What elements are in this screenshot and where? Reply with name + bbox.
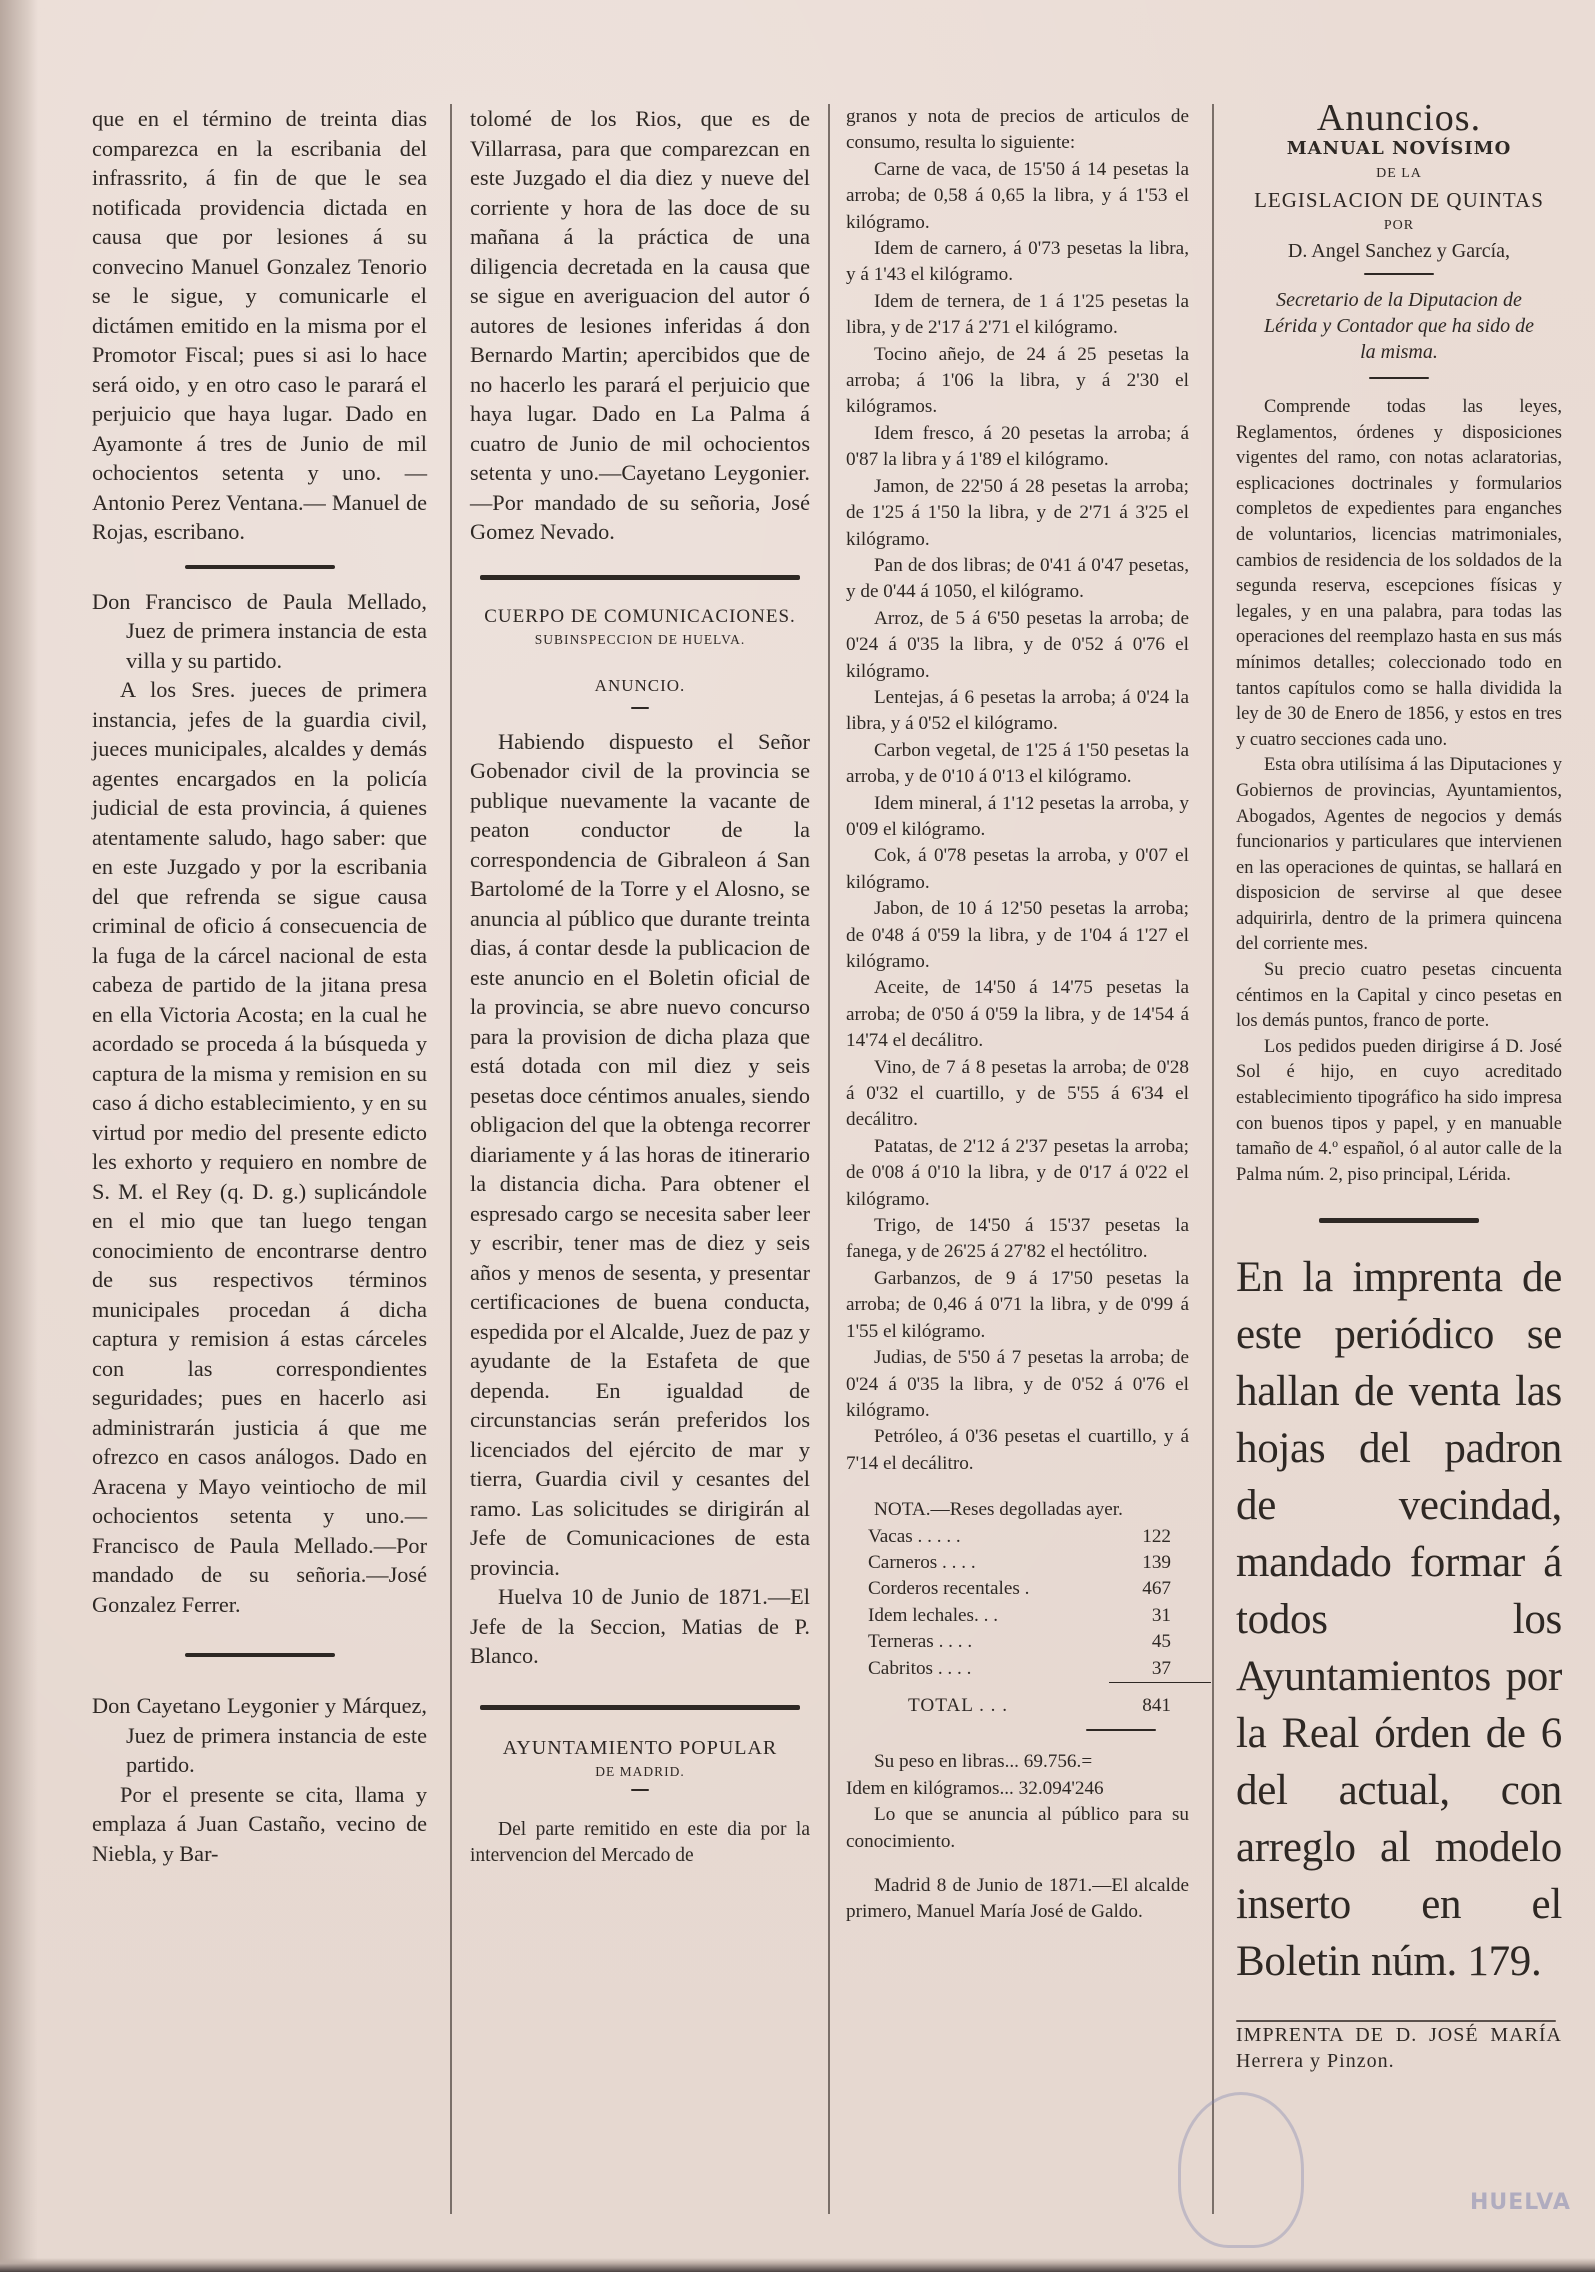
precio-item: Idem de ternera, de 1 á 1'25 pesetas la libra, y de 2'17 á 2'71 el kilógramo. bbox=[846, 290, 1189, 339]
edict-ayamonte: que en el término de treinta dias comparezca en la escribania del infrassrito, á fin de que le sea notificada providencia dictada en causa que por lesiones á su convecino Manuel Gonzalez Tenorio se le sigue, y comunicarle el dictámen emitido en la misma por el Promotor Fiscal; pues si asi lo hace será oido, y en otro caso le parará el perjuicio que haya lugar. Dado en Ayamonte á tres de Junio de mil ochocientos setenta y uno. —Antonio Perez Ventana.— Manuel de Rojas, escribano. bbox=[92, 106, 427, 544]
column-2 bbox=[470, 104, 810, 1869]
precio-item: Idem de carnero, á 0'73 pesetas la libra, y á 1'43 el kilógramo. bbox=[846, 238, 1189, 286]
precio-item: Garbanzos, de 9 á 17'50 pesetas la arroba; de 0,46 á 0'71 la libra, y de 0'99 á 1'55 el kilógramo. bbox=[846, 1267, 1189, 1342]
total-value: 841 bbox=[1109, 1682, 1211, 1719]
manual-de-la: DE LA bbox=[1376, 166, 1422, 181]
anuncio-publico: Lo que se anuncia al público para su conocimiento. bbox=[846, 1804, 1189, 1852]
manual-cargo: Secretario de la Diputacion de Lérida y Contador que ha sido de la misma. bbox=[1264, 289, 1534, 363]
precio-item: Patatas, de 2'12 á 2'37 pesetas la arroba; de 0'08 á 0'10 la libra, y de 0'17 á 0'22 el kilógramo. bbox=[846, 1135, 1189, 1210]
precio-item: Carbon vegetal, de 1'25 á 1'50 pesetas la arroba, y de 0'10 á 0'13 el kilógramo. bbox=[846, 739, 1189, 788]
table-row: Carneros . . . . 139 bbox=[868, 1551, 1171, 1573]
separator bbox=[631, 1789, 649, 1791]
table-row: Idem lechales. . . 31 bbox=[868, 1604, 1171, 1626]
nota-label: NOTA.—Reses degolladas ayer. bbox=[874, 1499, 1123, 1521]
separator bbox=[185, 1653, 335, 1657]
precio-item: Jamon, de 22'50 á 28 pesetas la arroba; de 1'25 á 1'50 la libra, y de 2'71 á 3'25 el kilógramo. bbox=[846, 475, 1189, 550]
precio-item: Lentejas, á 6 pesetas la arroba; á 0'24 la libra, y á 0'52 el kilógramo. bbox=[846, 686, 1189, 735]
separator bbox=[631, 707, 649, 709]
manual-legislacion: LEGISLACION DE QUINTAS bbox=[1254, 188, 1544, 212]
separator bbox=[480, 575, 800, 580]
manual-destinatarios: Esta obra utilísima á las Diputaciones y Gobiernos de provincias, Ayuntamientos, Abogados, Agentes de negocios y demás funcionarios y particulares que intervienen en las operaciones de quintas, se hallará en disposicion de servirse al que desee adquirirla, dentro de la primera quincena del corriente mes. bbox=[1236, 755, 1562, 955]
ayuntamiento-subtitle: DE MADRID. bbox=[595, 1764, 685, 1779]
edict-la-palma-body: Por el presente se cita, llama y emplaza á Juan Castaño, vecino de Niebla, y Bar- bbox=[92, 1781, 427, 1866]
edict-la-palma-heading: Don Cayetano Leygonier y Márquez, Juez de primera instancia de este partido. bbox=[92, 1693, 427, 1777]
table-row: Vacas . . . . . 122 bbox=[868, 1525, 1171, 1547]
manual-precio: Su precio cuatro pesetas cincuenta céntimos en la Capital y cinco pesetas en los demás puntos, franco de porte. bbox=[1236, 960, 1562, 1032]
anuncios-heading: Anuncios. bbox=[1316, 97, 1482, 139]
edict-aracena-heading: Don Francisco de Paula Mellado, Juez de primera instancia de esta villa y su partido. bbox=[92, 588, 427, 673]
anuncio-signature: Huelva 10 de Junio de 1871.—El Jefe de la Seccion, Matias de P. Blanco. bbox=[470, 1584, 810, 1668]
edict-la-palma-continued: tolomé de los Rios, que es de Villarrasa, para que comparezcan en este Juzgado el dia diez y nueve del corriente y hora de las doce de su mañana á la práctica de una diligencia decretada en la causa que se sigue en averiguacion del autor ó autores de lesiones inferidas á don Bernardo Martin; apercibidos que de no hacerlo les parará el perjuicio que haya lugar. Dado en La Palma á cuatro de Junio de mil ochocientos setenta y uno.—Cayetano Leygonier.—Por mandado de su señoria, José Gomez Nevado. bbox=[470, 106, 810, 544]
separator bbox=[1319, 1218, 1479, 1223]
imprenta-anuncio: En la imprenta de este periódico se hallan de venta las hojas del padron de vecindad, mandado formar á todos los Ayuntamientos por la Real órden de 6 del actual, con arreglo al modelo inserto en el Boletin núm. 179. bbox=[1236, 1254, 1562, 1986]
reses-table bbox=[868, 1524, 1211, 1720]
column-3 bbox=[846, 104, 1189, 1926]
precio-item: Idem mineral, á 1'12 pesetas la arroba, y 0'09 el kilógramo. bbox=[846, 792, 1189, 840]
precio-item: Judias, de 5'50 á 7 pesetas la arroba; de 0'24 á 0'35 la libra, y de 0'52 á 0'76 el kilógramo. bbox=[846, 1347, 1189, 1421]
table-row: Terneras . . . . 45 bbox=[868, 1631, 1171, 1653]
table-row: Cabritos . . . . 37 bbox=[868, 1657, 1171, 1679]
page-left-edge bbox=[0, 0, 38, 2272]
precio-item: Jabon, de 10 á 12'50 pesetas la arroba; de 0'48 á 0'59 la libra, y de 1'04 á 1'27 el kilógramo. bbox=[846, 898, 1189, 972]
precio-item: Tocino añejo, de 24 á 25 pesetas la arroba; á 1'06 la libra, y á 2'30 el kilógramos. bbox=[846, 343, 1189, 418]
anuncio-body: Habiendo dispuesto el Señor Gobenador civil de la provincia se publique nuevamente la vacante de peaton conductor de la correspondencia de Gibraleon á San Bartolomé de la Torre y el Alosno, se anuncia al público que durante treinta dias, á contar desde la publicacion de este anuncio en el Boletin oficial de la provincia, se abre nuevo concurso para la provision de dicha plaza que está dotada con mil diez y seis pesetas doce céntimos anuales, siendo obligacion del que la obtenga recorrer diariamente y á las horas de itinerario la distancia dicha. Para obtener el espresado cargo se necesita saber leer y escribir, tener mas de diez y seis años y menos de sesenta, y presentar certificaciones de buena conducta, espedida por el Alcalde, Juez de paz y ayudante de la Estafeta de que dependa. En igualdad de circunstancias serán preferidos los licenciados del ejército de mar y tierra, Guardia civil y cesantes del ramo. Las solicitudes se dirigirán al Jefe de Comunicaciones de esta provincia. bbox=[470, 728, 810, 1580]
precio-item: Arroz, de 5 á 6'50 pesetas la arroba; de 0'24 á 0'35 la libra, y de 0'52 á 0'76 el kilógramo. bbox=[846, 607, 1189, 682]
column-rule bbox=[450, 104, 452, 2214]
separator bbox=[1369, 377, 1429, 379]
column-1 bbox=[92, 104, 427, 1868]
separator bbox=[1364, 273, 1434, 275]
precio-item: Cok, á 0'78 pesetas la arroba, y 0'07 el kilógramo. bbox=[846, 845, 1189, 893]
page-bottom-edge bbox=[0, 2258, 1595, 2272]
anuncio-label: ANUNCIO. bbox=[594, 676, 686, 695]
manual-pedidos: Los pedidos pueden dirigirse á D. José Sol é hijo, en cuyo acreditado establecimiento tipográfico ha sido impresa con buenos tipos y papel, y en manuable tamaño de 4.º español, ó al autor calle de la Palma núm. 2, piso principal, Lérida. bbox=[1236, 1036, 1562, 1185]
separator bbox=[185, 565, 335, 569]
precio-item: Pan de dos libras; de 0'41 á 0'47 pesetas, y de 0'44 á 1050, el kilógramo. bbox=[846, 554, 1189, 603]
imprenta-pie: IMPRENTA DE D. JOSÉ MARÍA Herrera y Pinzon. bbox=[1236, 2024, 1562, 2073]
ayuntamiento-title: AYUNTAMIENTO POPULAR bbox=[502, 1736, 778, 1759]
column-4 bbox=[1236, 97, 1562, 2074]
ayuntamiento-body: Del parte remitido en este dia por la intervencion del Mercado de bbox=[470, 1819, 810, 1866]
column-rule bbox=[828, 104, 830, 2214]
precios-intro: granos y nota de precios de articulos de consumo, resulta lo siguiente: bbox=[846, 106, 1189, 154]
column-rule bbox=[1212, 104, 1214, 2214]
stamp-label: HUELVA bbox=[1470, 2190, 1571, 2215]
table-row: Corderos recentales . 467 bbox=[868, 1578, 1171, 1600]
cuerpo-comunicaciones-subtitle: SUBINSPECCION DE HUELVA. bbox=[534, 632, 746, 647]
peso-libras: Su peso en libras... 69.756.= bbox=[874, 1751, 1093, 1773]
peso-kilogramos: Idem en kilógramos... 32.094'246 bbox=[846, 1777, 1104, 1799]
manual-autor: D. Angel Sanchez y García, bbox=[1287, 240, 1511, 262]
precio-item: Trigo, de 14'50 á 15'37 pesetas la fanega, y de 26'25 á 27'82 el hectólitro. bbox=[846, 1215, 1189, 1263]
precio-item: Idem fresco, á 20 pesetas la arroba; á 0'87 la libra y á 1'89 el kilógramo. bbox=[846, 422, 1189, 471]
precio-item: Vino, de 7 á 8 pesetas la arroba; de 0'28 á 0'32 el cuartillo, y de 5'55 á 6'34 el decálitro. bbox=[846, 1056, 1189, 1131]
library-stamp-icon bbox=[1178, 2092, 1304, 2248]
total-label: TOTAL . . . bbox=[908, 1694, 1009, 1716]
table-row bbox=[868, 1682, 1211, 1719]
precio-item: Petróleo, á 0'36 pesetas el cuartillo, y á 7'14 el decálitro. bbox=[846, 1426, 1189, 1474]
separator bbox=[480, 1705, 800, 1710]
manual-por: POR bbox=[1383, 218, 1415, 233]
precio-item: Carne de vaca, de 15'50 á 14 pesetas la arroba; de 0,58 á 0,65 la libra, y á 1'53 el kilógramo. bbox=[846, 158, 1189, 233]
cuerpo-comunicaciones-title: CUERPO DE COMUNICACIONES. bbox=[484, 605, 796, 627]
manual-descripcion: Comprende todas las leyes, Reglamentos, órdenes y disposiciones vigentes del ramo, con notas aclaratorias, esplicaciones doctrinales y formularios completos de expedientes para enganches de voluntarios, licencias matrimoniales, cambios de residencia de los soldados de la segunda reserva, escepciones físicas y legales, y en una palabra, para todas las operaciones del reemplazo hasta en sus más mínimos detalles; coleccionado todo en tantos capítulos como se halla dividida la ley de 30 de Enero de 1856, y estos en tres y cuatro secciones cada uno. bbox=[1236, 397, 1562, 750]
separator bbox=[1086, 1729, 1156, 1731]
firma-alcalde: Madrid 8 de Junio de 1871.—El alcalde primero, Manuel María José de Galdo. bbox=[846, 1875, 1189, 1923]
manual-title: MANUAL NOVÍSIMO bbox=[1286, 137, 1512, 159]
edict-aracena-body: A los Sres. jueces de primera instancia, jefes de la guardia civil, jueces municipales, alcaldes y demás agentes encargados en la policía judicial de esta provincia, á quienes atentamente saludo, hago saber: que en este Juzgado y por la escribania del que refrenda se sigue causa criminal de oficio á consecuencia de la fuga de la cárcel nacional de esta cabeza de partido de la jitana presa en ella Victoria Acosta; en la cual he acordado se proceda á la búsqueda y captura de la misma y remision en su caso á dicho establecimiento, y en su virtud por medio del presente edicto les exhorto y requiero en nombre de S. M. el Rey (q. D. g.) suplicándole en el mio que tan luego tengan conocimiento de encontrarse dentro de sus respectivos términos municipales procedan á dicha captura y remision á estas cárceles con las correspondientes seguridades; pues en hacerlo asi administrarán justicia á que me ofrezco en casos análogos. Dado en Aracena y Mayo veintiocho de mil ochocientos setenta y uno.—Francisco de Paula Mellado.—Por mandado de su señoria.—José Gonzalez Ferrer. bbox=[92, 677, 427, 1617]
precio-item: Aceite, de 14'50 á 14'75 pesetas la arroba; de 0'50 á 0'59 la libra, y de 14'54 á 14'74 el decálitro. bbox=[846, 977, 1189, 1052]
